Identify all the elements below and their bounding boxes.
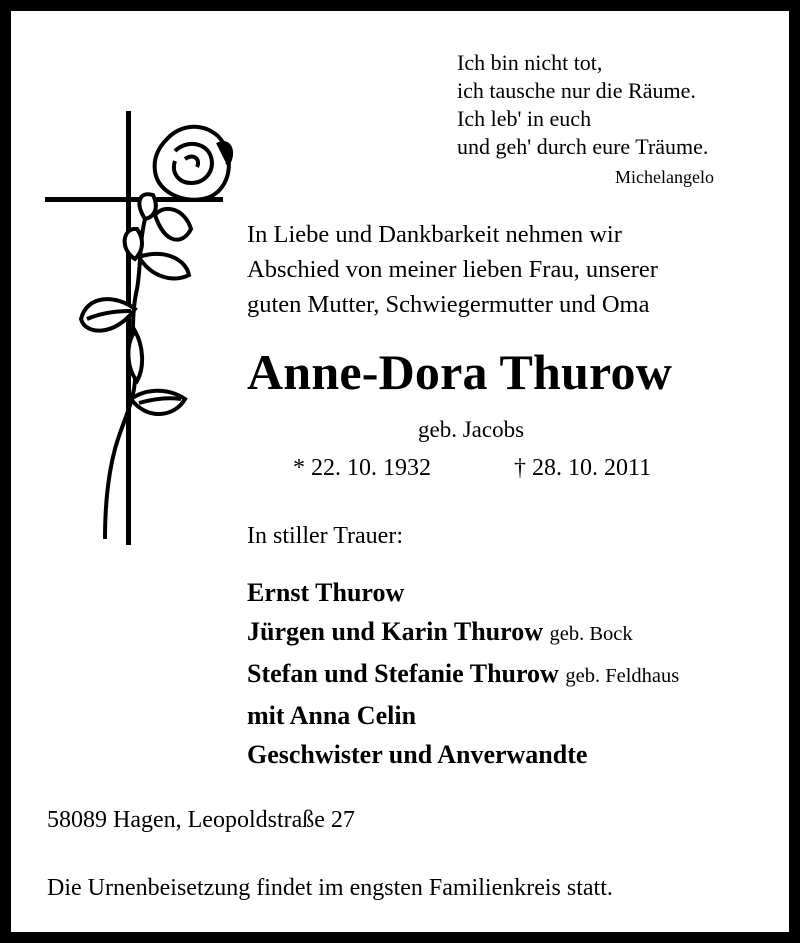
mourner-name: Stefan und Stefanie Thurow [247,659,559,688]
address: 58089 Hagen, Leopoldstraße 27 [47,807,355,833]
mourners-list [247,573,679,774]
intro-line: guten Mutter, Schwiegermutter und Oma [247,291,650,318]
poem-line: und geh' durch eure Träume. [457,134,709,159]
mourner [247,573,679,612]
mourner-name: Jürgen und Karin Thurow [247,617,543,646]
poem-line: ich tausche nur die Räume. [457,78,696,103]
maiden-name: geb. Jacobs [418,417,525,442]
mourner [247,735,679,774]
mourner [247,696,679,735]
mourning-heading: In stiller Trauer: [247,523,403,549]
mourner-name: Ernst Thurow [247,578,405,607]
cross-with-rose-icon [35,99,235,549]
birth-date: * 22. 10. 1932 [293,455,431,481]
mourner-birth-name: geb. Feldhaus [565,665,680,687]
mourner [247,612,679,654]
mourner-name: mit Anna Celin [247,701,417,730]
poem-line: Ich leb' in euch [457,106,592,131]
mourner-name: Geschwister und Anverwandte [247,740,588,769]
death-date: † 28. 10. 2011 [514,455,652,481]
poem [457,49,708,161]
poem-line: Ich bin nicht tot, [457,50,603,75]
intro-line: In Liebe und Dankbarkeit nehmen wir [247,221,622,248]
funeral-note: Die Urnenbeisetzung findet im engsten Familienkreis statt. [47,875,613,901]
poem-author: Michelangelo [615,167,714,187]
mourner-birth-name: geb. Bock [549,623,633,645]
intro-text [247,217,658,322]
intro-line: Abschied von meiner lieben Frau, unserer [247,256,658,283]
mourner [247,654,679,696]
deceased-name: Anne-Dora Thurow [247,344,673,400]
